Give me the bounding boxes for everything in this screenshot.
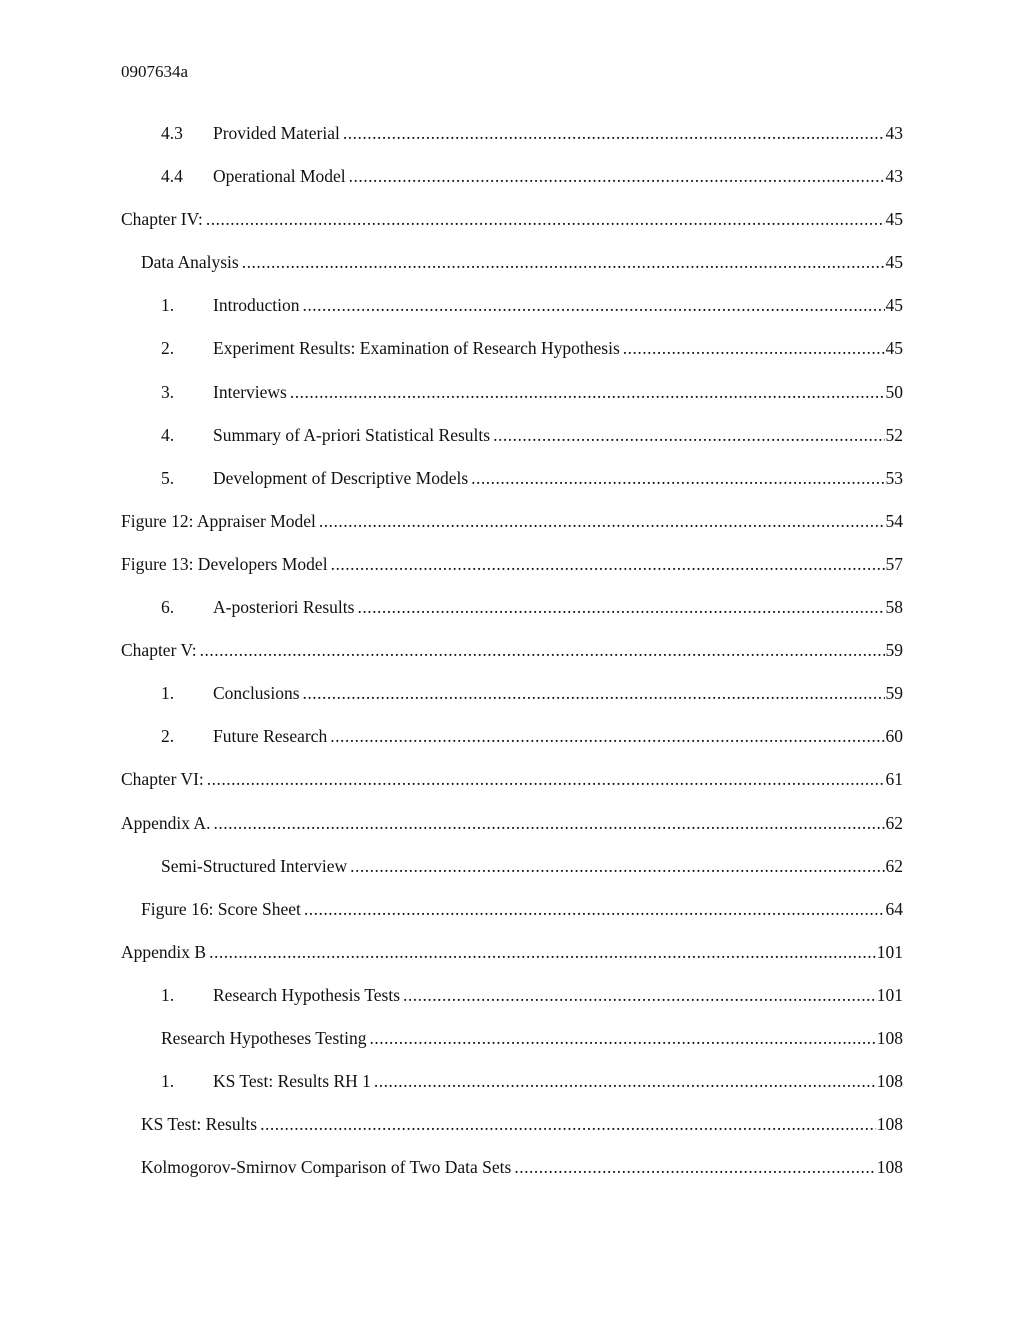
dot-leader — [350, 852, 884, 880]
toc-entry-page-number: 58 — [885, 597, 903, 618]
toc-entry-number: 6. — [161, 597, 175, 618]
dot-leader — [304, 895, 885, 923]
toc-entry-title: A-posteriori Results — [213, 597, 355, 618]
dot-leader — [357, 593, 884, 621]
toc-entry[interactable] — [121, 248, 903, 291]
dot-leader — [319, 507, 885, 535]
dot-leader — [303, 679, 885, 707]
toc-entry-number: 1. — [161, 984, 175, 1005]
dot-leader — [200, 636, 885, 664]
toc-entry-title: Research Hypotheses Testing — [161, 1027, 367, 1048]
toc-entry[interactable] — [121, 765, 903, 808]
toc-entry-page-number: 59 — [885, 683, 903, 704]
toc-entry-title: Chapter V: — [121, 640, 197, 661]
dot-leader — [343, 119, 885, 147]
dot-leader — [493, 421, 884, 449]
toc-entry-page-number: 59 — [885, 640, 903, 661]
toc-entry[interactable] — [121, 205, 903, 248]
dot-leader — [206, 205, 885, 233]
toc-entry[interactable] — [121, 464, 903, 507]
toc-entry[interactable] — [121, 593, 903, 636]
toc-entry[interactable] — [121, 852, 903, 895]
toc-entry-number: 5. — [161, 467, 175, 488]
toc-entry-title: Kolmogorov-Smirnov Comparison of Two Data Sets — [141, 1157, 512, 1178]
toc-entry-page-number: 52 — [885, 424, 903, 445]
toc-entry[interactable] — [121, 1024, 903, 1067]
toc-entry-number: 4. — [161, 424, 175, 445]
toc-entry-page-number: 45 — [885, 209, 903, 230]
toc-entry[interactable] — [121, 809, 903, 852]
toc-entry-title: Data Analysis — [141, 252, 239, 273]
toc-entry-page-number: 53 — [885, 467, 903, 488]
document-id: 0907634a — [121, 62, 189, 81]
toc-entry-page-number: 108 — [876, 1071, 903, 1092]
toc-entry[interactable] — [121, 291, 903, 334]
toc-entry-title: Introduction — [213, 295, 300, 316]
toc-entry-number: 3. — [161, 381, 175, 402]
toc-entry-title: Experiment Results: Examination of Research Hypothesis — [213, 338, 620, 359]
toc-entry[interactable] — [121, 119, 903, 162]
toc-entry-title: KS Test: Results RH 1 — [213, 1071, 371, 1092]
toc-entry-title: Figure 12: Appraiser Model — [121, 510, 316, 531]
toc-entry-title: Appendix A. — [121, 812, 211, 833]
dot-leader — [209, 938, 876, 966]
toc-entry-page-number: 108 — [876, 1157, 903, 1178]
toc-entry[interactable] — [121, 162, 903, 205]
dot-leader — [207, 765, 885, 793]
toc-entry-number: 1. — [161, 683, 175, 704]
dot-leader — [330, 722, 884, 750]
toc-entry-page-number: 45 — [885, 295, 903, 316]
toc-entry[interactable] — [121, 981, 903, 1024]
toc-entry[interactable] — [121, 421, 903, 464]
toc-entry-title: Future Research — [213, 726, 328, 747]
toc-entry[interactable] — [121, 679, 903, 722]
toc-entry-title: Figure 13: Developers Model — [121, 553, 328, 574]
table-of-contents — [121, 119, 903, 1196]
toc-entry-number: 2. — [161, 338, 175, 359]
toc-entry-title: Provided Material — [213, 123, 340, 143]
toc-entry-number: 4.4 — [161, 166, 183, 187]
dot-leader — [303, 291, 885, 319]
toc-entry-page-number: 101 — [876, 984, 903, 1005]
toc-entry-page-number: 43 — [885, 166, 903, 187]
toc-entry-title: Semi-Structured Interview — [161, 855, 348, 876]
toc-entry-page-number: 50 — [885, 381, 903, 402]
toc-entry-title: Operational Model — [213, 166, 346, 187]
toc-entry[interactable] — [121, 1153, 903, 1196]
toc-entry-page-number: 64 — [885, 898, 903, 919]
dot-leader — [213, 809, 884, 837]
dot-leader — [242, 248, 885, 276]
toc-entry-title: Summary of A-priori Statistical Results — [213, 424, 491, 445]
toc-entry-title: Chapter IV: — [121, 209, 203, 230]
toc-entry-page-number: 101 — [876, 941, 903, 962]
toc-entry[interactable] — [121, 378, 903, 421]
toc-entry[interactable] — [121, 722, 903, 765]
toc-entry-page-number: 57 — [885, 553, 903, 574]
toc-entry[interactable] — [121, 507, 903, 550]
toc-entry[interactable] — [121, 550, 903, 593]
toc-entry-title: Development of Descriptive Models — [213, 467, 469, 488]
toc-entry-page-number: 54 — [885, 510, 903, 531]
toc-entry[interactable] — [121, 334, 903, 377]
toc-entry-title: KS Test: Results — [141, 1114, 258, 1135]
toc-entry-number: 2. — [161, 726, 175, 747]
toc-entry[interactable] — [121, 895, 903, 938]
dot-leader — [290, 378, 885, 406]
toc-entry-page-number: 45 — [885, 338, 903, 359]
toc-entry-title: Appendix B — [121, 941, 207, 962]
toc-entry-page-number: 45 — [885, 252, 903, 273]
toc-entry[interactable] — [121, 1110, 903, 1153]
toc-entry-page-number: 108 — [876, 1027, 903, 1048]
toc-entry-title: Interviews — [213, 381, 287, 402]
toc-entry-number: 4.3 — [161, 123, 183, 143]
toc-entry-page-number: 43 — [885, 123, 903, 143]
dot-leader — [370, 1024, 876, 1052]
dot-leader — [349, 162, 885, 190]
toc-entry-page-number: 61 — [885, 769, 903, 790]
toc-entry-title: Figure 16: Score Sheet — [141, 898, 301, 919]
toc-entry-page-number: 60 — [885, 726, 903, 747]
toc-entry-title: Research Hypothesis Tests — [213, 984, 401, 1005]
dot-leader — [331, 550, 885, 578]
toc-entry[interactable] — [121, 636, 903, 679]
dot-leader — [374, 1067, 876, 1095]
toc-entry[interactable] — [121, 938, 903, 981]
toc-entry-page-number: 108 — [876, 1114, 903, 1135]
dot-leader — [471, 464, 884, 492]
toc-entry-page-number: 62 — [885, 855, 903, 876]
dot-leader — [514, 1153, 875, 1181]
toc-entry-title: Chapter VI: — [121, 769, 204, 790]
toc-entry-number: 1. — [161, 295, 175, 316]
dot-leader — [403, 981, 876, 1009]
dot-leader — [260, 1110, 876, 1138]
dot-leader — [623, 334, 885, 362]
toc-entry[interactable] — [121, 1067, 903, 1110]
toc-entry-number: 1. — [161, 1071, 175, 1092]
toc-entry-title: Conclusions — [213, 683, 300, 704]
toc-entry-page-number: 62 — [885, 812, 903, 833]
